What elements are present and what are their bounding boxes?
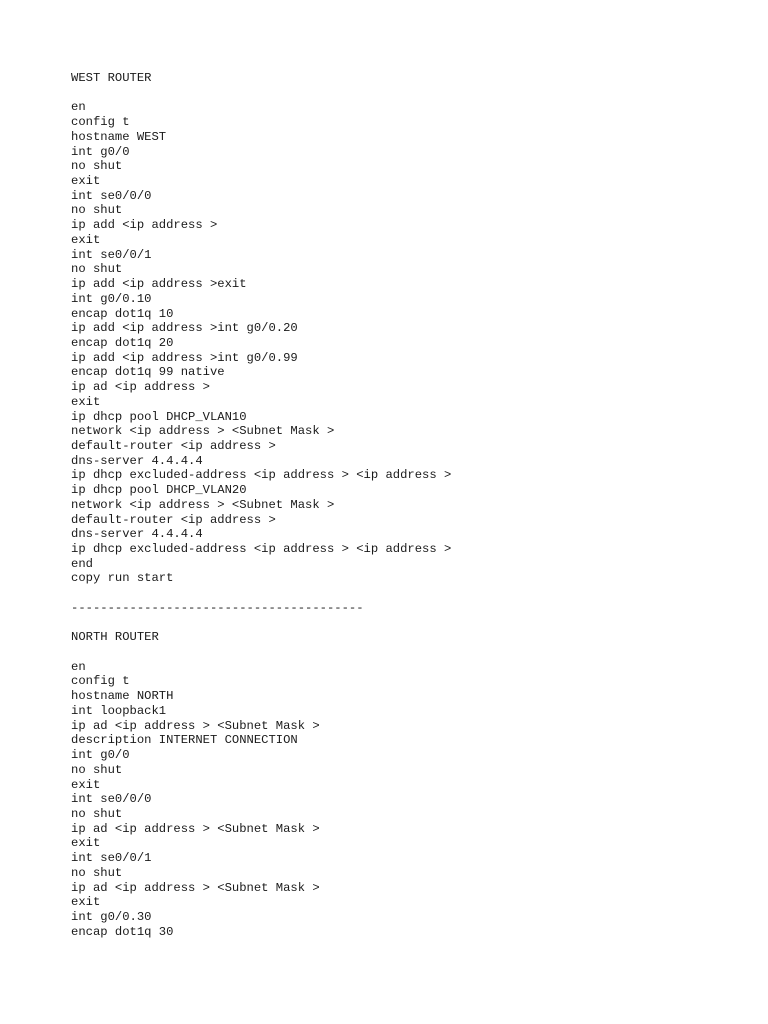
config-line: no shut bbox=[71, 762, 123, 777]
config-line: encap dot1q 10 bbox=[71, 306, 174, 321]
config-line: exit bbox=[71, 232, 101, 247]
config-line: ip ad <ip address > <Subnet Mask > bbox=[71, 880, 320, 895]
config-line: en bbox=[71, 100, 86, 115]
config-line: int se0/0/0 bbox=[71, 188, 152, 203]
config-line: default-router <ip address > bbox=[71, 438, 276, 453]
config-line: int se0/0/1 bbox=[71, 851, 152, 866]
west-router-config bbox=[71, 100, 751, 586]
config-line: network <ip address > <Subnet Mask > bbox=[71, 497, 335, 512]
config-line: network <ip address > <Subnet Mask > bbox=[71, 424, 335, 439]
config-line: hostname NORTH bbox=[71, 689, 174, 704]
config-line: exit bbox=[71, 836, 101, 851]
config-line: encap dot1q 30 bbox=[71, 924, 174, 939]
config-line: exit bbox=[71, 777, 101, 792]
config-line: ip dhcp excluded-address <ip address > <ip address > bbox=[71, 468, 452, 483]
config-line: default-router <ip address > bbox=[71, 512, 276, 527]
config-line: end bbox=[71, 556, 93, 571]
config-line: int g0/0.30 bbox=[71, 909, 152, 924]
config-line: ip add <ip address >exit bbox=[71, 277, 247, 292]
config-line: no shut bbox=[71, 262, 123, 277]
config-line: en bbox=[71, 659, 86, 674]
config-line: no shut bbox=[71, 865, 123, 880]
config-line: hostname WEST bbox=[71, 129, 167, 144]
config-line: int g0/0 bbox=[71, 144, 130, 159]
config-line: no shut bbox=[71, 806, 123, 821]
config-line: exit bbox=[71, 174, 101, 189]
blank-line bbox=[71, 616, 751, 631]
document-page bbox=[71, 71, 751, 939]
config-line: ip ad <ip address > bbox=[71, 380, 210, 395]
config-line: dns-server 4.4.4.4 bbox=[71, 453, 203, 468]
config-line: int g0/0.10 bbox=[71, 291, 152, 306]
config-line: ip add <ip address >int g0/0.20 bbox=[71, 321, 298, 336]
config-line: encap dot1q 20 bbox=[71, 335, 174, 350]
config-line: ip add <ip address >int g0/0.99 bbox=[71, 350, 298, 365]
config-line: ip ad <ip address > <Subnet Mask > bbox=[71, 821, 320, 836]
blank-line bbox=[71, 86, 751, 101]
config-line: copy run start bbox=[71, 571, 174, 586]
config-line: exit bbox=[71, 394, 101, 409]
config-line: int loopback1 bbox=[71, 703, 167, 718]
config-line: description INTERNET CONNECTION bbox=[71, 733, 298, 748]
north-router-heading: NORTH ROUTER bbox=[71, 630, 159, 645]
config-line: ip add <ip address > bbox=[71, 218, 218, 233]
config-line: int se0/0/1 bbox=[71, 247, 152, 262]
config-line: ip dhcp pool DHCP_VLAN10 bbox=[71, 409, 247, 424]
config-line: encap dot1q 99 native bbox=[71, 365, 225, 380]
config-line: int g0/0 bbox=[71, 748, 130, 763]
west-router-heading: WEST ROUTER bbox=[71, 71, 152, 85]
config-line: config t bbox=[71, 115, 130, 130]
blank-line bbox=[71, 586, 751, 601]
config-line: int se0/0/0 bbox=[71, 792, 152, 807]
section-separator: ---------------------------------------- bbox=[71, 600, 364, 615]
blank-line bbox=[71, 645, 751, 660]
config-line: config t bbox=[71, 674, 130, 689]
config-line: dns-server 4.4.4.4 bbox=[71, 527, 203, 542]
config-line: ip dhcp pool DHCP_VLAN20 bbox=[71, 483, 247, 498]
config-line: no shut bbox=[71, 203, 123, 218]
north-router-config bbox=[71, 660, 751, 940]
config-line: ip ad <ip address > <Subnet Mask > bbox=[71, 718, 320, 733]
config-line: exit bbox=[71, 895, 101, 910]
config-line: no shut bbox=[71, 159, 123, 174]
config-line: ip dhcp excluded-address <ip address > <ip address > bbox=[71, 542, 452, 556]
